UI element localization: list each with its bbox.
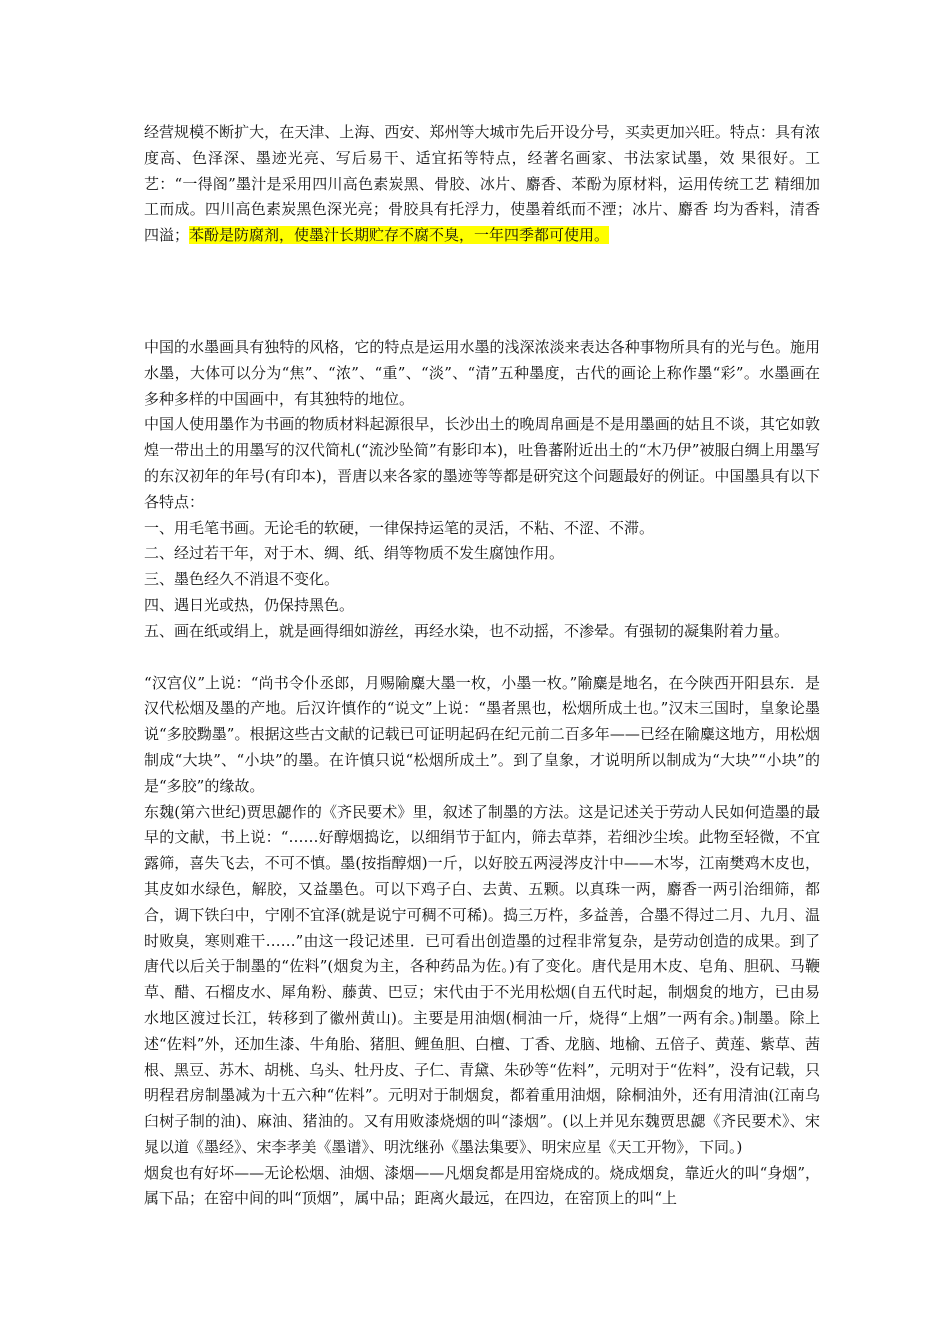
paragraph-han-palace: “汉宫仪”上说：“尚书令仆丞郎，月赐隃麋大墨一枚，小墨一枚。”隃麋是地名，在今陕西开阳县东．是汉代松烟及墨的产地。后汉许慎作的“说文”上说：“墨者黑也，松烟所成土也。”汉末三国时，皇象论墨说“多胶黝墨”。根据这些古文献的记载已可证明起码在纪元前二百多年——已经在隃麋这地方，用松烟制成“大块”、“小块”的墨。在许慎只说“松烟所成土”。到了皇象，才说明所以制成为“大块”“小块”的是“多胶”的缘故。	[144, 673, 820, 795]
paragraph-text: 经营规模不断扩大，在天津、上海、西安、郑州等大城市先后开设分号，买卖更加兴旺。特点：具有浓度高、色泽深、墨迹光亮、写后易干、适宜拓等特点，经著名画家、书法家试墨，效 果很好。工艺：“一得阁”墨汁是采用四川高色素炭黑、骨胶、冰片、麝香、苯酚为原材料，运用传统工艺 精细加工而成。四川高色素炭黑色深光亮；骨胶具有托浮力，使墨着纸而不湮；冰片、麝香 均为香料，清香四溢；	[144, 123, 820, 245]
blank-space	[144, 249, 820, 335]
paragraph-soot-quality: 烟炱也有好坏——无论松烟、油烟、漆烟——凡烟炱都是用窑烧成的。烧成烟炱，靠近火的叫“身烟”，属下品；在窑中间的叫“顶烟”，属中品；距离火最远，在四边，在窑顶上的叫“上	[144, 1163, 820, 1208]
list-item: 一、用毛笔书画。无论毛的软硬，一律保持运笔的灵活，不粘、不涩、不滞。	[144, 518, 655, 537]
list-item: 五、画在纸或绢上，就是画得细如游丝，再经水染，也不动摇，不渗晕。有强韧的凝集附着力量。	[144, 621, 790, 640]
highlighted-text: 苯酚是防腐剂，使墨汁长期贮存不腐不臭，一年四季都可使用。	[189, 226, 610, 245]
document-page	[144, 120, 820, 1212]
paragraph-ink-painting: 中国的水墨画具有独特的风格，它的特点是运用水墨的浅深浓淡来表达各种事物所具有的光与色。施用水墨，大体可以分为“焦”、“浓”、“重”、“淡”、“清”五种墨度，古代的画论上称作墨“彩”。水墨画在多种多样的中国画中，有其独特的地位。	[144, 337, 820, 408]
list-item: 二、经过若干年，对于木、绸、纸、绢等物质不发生腐蚀作用。	[144, 544, 565, 563]
blank-space	[144, 645, 820, 671]
list-item: 三、墨色经久不消退不变化。	[144, 570, 340, 589]
list-item: 四、遇日光或热，仍保持黑色。	[144, 595, 355, 614]
paragraph-ink-origin: 中国人使用墨作为书画的物质材料起源很早，长沙出土的晚周帛画是不是用墨画的姑且不谈，其它如敦煌一带出土的用墨写的汉代简札(“流沙坠简”有影印本)，吐鲁蕃附近出土的“木乃伊”被服白绸上用墨写的东汉初年的年号(有印本)，晋唐以来各家的墨迹等等都是研究这个问题最好的例证。中国墨具有以下各特点：	[144, 415, 820, 511]
paragraph-eastern-wei: 东魏(第六世纪)贾思勰作的《齐民要术》里，叙述了制墨的方法。这是记述关于劳动人民如何造墨的最早的文献，书上说：“……好醇烟捣讫，以细绢节于缸内，筛去草莽，若细沙尘埃。此物至轻微，不宜露筛，喜失飞去，不可不慎。墨(按指醇烟)一斤，以好胶五两浸涔皮汁中——木岑，江南樊鸡木皮也，其皮如水绿色，解胶，又益墨色。可以下鸡子白、去黄、五颗。以真珠一两，麝香一两引治细筛，都合，调下铁臼中，宁刚不宜泽(就是说宁可稠不可稀)。捣三万杵，多益善，合墨不得过二月、九月、温时败臭，寒则难干……”由这一段记述里．已可看出创造墨的过程非常复杂，是劳动创造的成果。到了唐代以后关于制墨的“佐料”(烟炱为主，各种药品为佐。)有了变化。唐代是用木皮、皂角、胆矾、马鞭草、醋、石榴皮水、犀角粉、藤黄、巴豆；宋代由于不光用松烟(自五代时起，制烟炱的地方，已由易水地区渡过长江，转移到了徽州黄山)。主要是用油烟(桐油一斤，烧得“上烟”一两有余。)制墨。除上述“佐料”外，还加生漆、牛角胎、猪胆、鲤鱼胆、白檀、丁香、龙脑、地榆、五倍子、黄莲、紫草、茜根、黑豆、苏木、胡桃、乌头、牡丹皮、子仁、青黛、朱砂等“佐料”，元明对于“佐料”，没有记载，只明程君房制墨减为十五六种“佐料”。元明对于制烟炱，都着重用油烟，除桐油外，还有用清油(江南乌臼树子制的油)、麻油、猪油的。又有用败漆烧烟的叫“漆烟”。(以上并见东魏贾思勰《齐民要术》、宋晁以道《墨经》、宋李孝美《墨谱》、明沈继孙《墨法集要》、明宋应星《天工开物》，下同。)	[144, 802, 820, 1156]
paragraph-yidege-ink	[144, 120, 820, 249]
